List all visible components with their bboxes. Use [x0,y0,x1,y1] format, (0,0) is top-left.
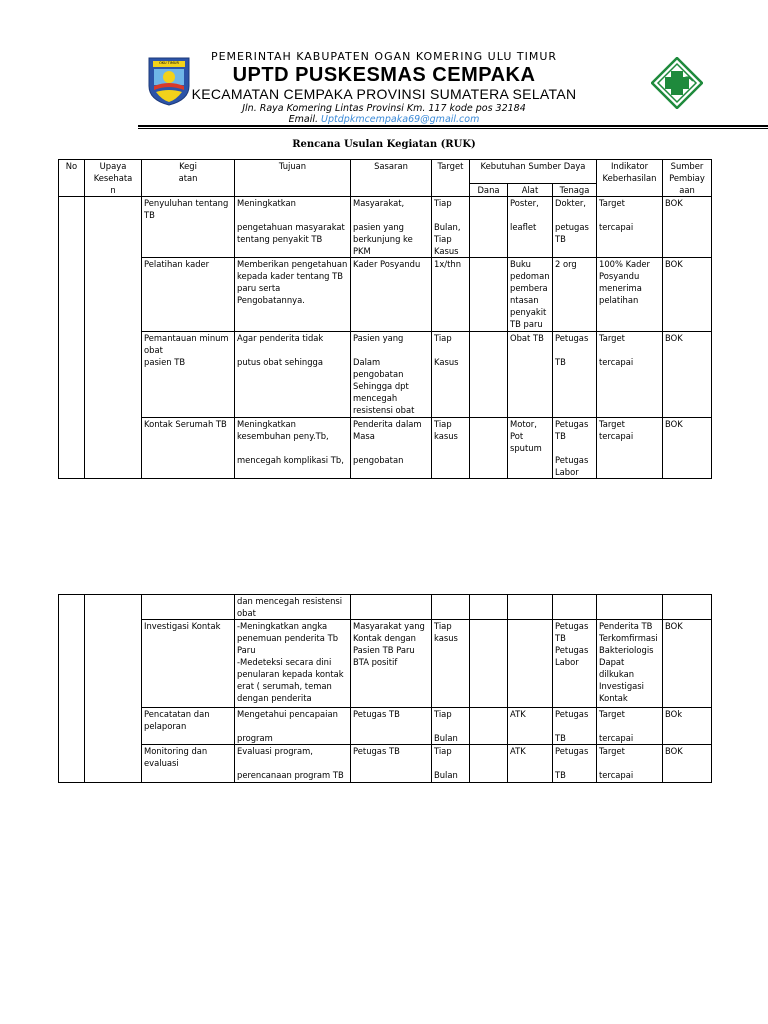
cell-text: Pasien yang [353,333,404,343]
cell-kegiatan [142,197,235,258]
cell-alat [508,620,553,708]
cell-text: Poster, [510,198,539,208]
cell-text: tercapai [599,733,634,743]
cell-text: kasus [434,633,458,643]
cell-target [432,708,470,745]
cell-text [353,595,429,607]
col-sumber: Sumber Pembiay aan [663,160,712,197]
cell-text: Tiap [434,333,452,343]
cell-text: TB [555,431,566,441]
col-tujuan: Tujuan [235,160,351,197]
table-header-row [59,160,712,184]
cell-text [144,595,232,607]
cell-text: Buku pedoman pembera ntasan penyakit TB paru [510,259,550,329]
col-sasaran: Sasaran [351,160,432,197]
cell-text [434,757,467,769]
cell-text: Bulan [434,770,458,780]
cell-sumber [663,745,712,783]
cell-text: mencegah komplikasi Tb, [237,455,344,465]
cell-text: Monitoring dan evaluasi [144,746,208,768]
cell-indikator [597,197,663,258]
cell-dana [470,595,508,620]
cell-text: Memberikan pengetahuan kepada kader tentang TB paru serta Pengobatannya. [237,259,348,305]
cell-text: pasien TB [144,357,186,367]
cell-text: Kasus [434,246,459,256]
cell-alat [508,745,553,783]
cell-text: pasien yang berkunjung ke PKM [353,222,413,256]
table-row [59,745,712,783]
cell-dana [470,197,508,258]
cell-text [510,595,550,607]
government-name: PEMERINTAH KABUPATEN OGAN KOMERING ULU TIMUR [210,50,558,63]
table-row [59,258,712,332]
cell-text: Penderita TB Terkomfirmasi Bakteriologis Dapat dilkukan Investigasi Kontak [599,621,658,703]
table-body-part1 [59,197,712,479]
cell-target [432,197,470,258]
cell-text: Target [599,198,625,208]
cell-text: program [237,733,273,743]
cell-text: sputum [510,443,542,453]
cell-text: Petugas [555,746,589,756]
col-dana: Dana [470,184,508,197]
cell-text [353,442,429,454]
cell-text: Meningkatkan kesembuhan peny.Tb, [237,419,329,441]
cell-text [472,258,505,270]
cell-text: TB [555,633,566,643]
cell-dana [470,258,508,332]
cell-dana [470,418,508,479]
col-no: No [59,160,85,197]
cell-target [432,332,470,418]
cell-text: Masyarakat yang Kontak dengan Pasien TB Paru BTA positif [353,621,425,667]
cell-text: Penyuluhan tentang TB [144,198,229,220]
cell-indikator [597,745,663,783]
cell-dana [470,620,508,708]
cell-text: Tiap [434,621,452,631]
cell-sasaran [351,197,432,258]
cell-text [555,209,594,221]
cell-text [599,757,660,769]
cell-text: Target [599,419,625,429]
cell-alat [508,595,553,620]
cell-tenaga [553,332,597,418]
cell-text: perencanaan program TB [237,770,344,780]
cell-text [237,720,348,732]
cell-text [555,595,594,607]
table-row [59,332,712,418]
cell-text: BOK [665,746,683,756]
cell-text: Kontak Serumah TB [144,419,227,429]
cell-sumber [663,197,712,258]
cell-text: Target [599,333,625,343]
cell-tujuan [235,258,351,332]
cell-text: Agar penderita tidak [237,333,324,343]
cell-alat [508,197,553,258]
cell-text: Investigasi Kontak [144,621,221,631]
cell-text [434,595,467,607]
cell-sasaran [351,745,432,783]
table-row [59,708,712,745]
cell-text: Obat TB [510,333,544,343]
cell-text [237,442,348,454]
cell-indikator [597,708,663,745]
cell-text: TB [555,357,566,367]
ruk-table-part2 [58,594,712,783]
cell-sumber [663,595,712,620]
cell-text: Evaluasi program, [237,746,313,756]
cell-no [59,197,85,479]
cell-text: Petugas [555,333,589,343]
cell-text [472,708,505,720]
cell-text [665,595,709,607]
cell-text: Petugas TB [353,709,400,719]
cell-indikator [597,620,663,708]
cell-text [353,209,429,221]
cell-tujuan [235,595,351,620]
cell-text: BOk [665,709,683,719]
cell-text: putus obat sehingga [237,357,323,367]
cell-text [472,197,505,209]
cell-text: Target [599,709,625,719]
cell-text: BOK [665,198,683,208]
cell-text [510,209,550,221]
cell-text: 100% Kader Posyandu menerima pelatihan [599,259,650,305]
col-alat: Alat [508,184,553,197]
cell-sasaran [351,332,432,418]
cell-text: Tiap [434,419,452,429]
cell-text: Dalam pengobatan Sehingga dpt mencegah resistensi obat [353,357,415,415]
cell-text [599,595,660,607]
cell-text: Bulan, [434,222,461,232]
cell-sasaran [351,708,432,745]
cell-text: dan mencegah resistensi obat [237,596,343,618]
cell-sasaran [351,595,432,620]
header-rule-thin [138,128,768,129]
cell-text: Labor [555,467,579,477]
cell-text: Pencatatan dan pelaporan [144,709,210,731]
cell-no [59,595,85,783]
cell-target [432,745,470,783]
cell-tenaga [553,258,597,332]
col-upaya: Upaya Kesehata n [85,160,142,197]
puskesmas-name: UPTD PUSKESMAS CEMPAKA [232,64,536,86]
cell-text: 2 org [555,259,577,269]
cell-text: tercapai [599,357,634,367]
cell-sumber [663,620,712,708]
cell-tenaga [553,595,597,620]
cell-text: Tiap [434,198,452,208]
cell-text: BOK [665,259,683,269]
cell-text: tercapai [599,770,634,780]
cell-upaya [85,197,142,479]
cell-sumber [663,418,712,479]
cell-text: -Meningkatkan angka penemuan penderita Tb Paru [237,621,339,655]
cell-text: Tiap [434,746,452,756]
cell-text: leaflet [510,222,537,232]
col-kebutuhan: Kebutuhan Sumber Daya [470,160,597,184]
ruk-table-part1 [58,159,712,479]
cell-text [599,344,660,356]
cell-tenaga [553,708,597,745]
table-row [59,197,712,258]
col-kegiatan: Kegi atan [142,160,235,197]
cell-text: Petugas [555,645,589,655]
cell-alat [508,258,553,332]
cell-tenaga [553,418,597,479]
cell-indikator [597,595,663,620]
document-title: Rencana Usulan Kegiatan (RUK) [292,139,476,150]
cell-text: TB [555,733,566,743]
cell-text [353,344,429,356]
cell-tujuan [235,197,351,258]
table-row [59,418,712,479]
cell-sumber [663,258,712,332]
cell-text: Tiap [434,709,452,719]
cell-text: Pemantauan minum obat [144,333,229,355]
cell-kegiatan [142,745,235,783]
emblem-label: OKU TIMUR [159,61,179,65]
cell-alat [508,332,553,418]
cell-dana [470,708,508,745]
cell-text [472,332,505,344]
cell-text: tercapai [599,431,634,441]
email-label: Email. [288,114,319,125]
cell-text [599,209,660,221]
cell-text [555,442,594,454]
cell-text: Bulan [434,733,458,743]
cell-target [432,258,470,332]
cell-target [432,595,470,620]
cell-text: pengetahuan masyarakat tentang penyakit TB [237,222,345,244]
cell-tujuan [235,418,351,479]
address: Jln. Raya Komering Lintas Provinsi Km. 117 kode pos 32184 [242,103,526,114]
cell-text: Petugas [555,455,589,465]
cell-text: ATK [510,746,526,756]
cell-text: BOK [665,333,683,343]
cell-text [472,595,505,607]
cell-tujuan [235,620,351,708]
cell-text [510,620,550,632]
cell-kegiatan [142,595,235,620]
cell-text [237,209,348,221]
cell-text [434,344,467,356]
cell-kegiatan [142,418,235,479]
cell-text: Petugas [555,709,589,719]
cell-kegiatan [142,258,235,332]
cell-text: Meningkatkan [237,198,296,208]
cell-text: Petugas [555,419,589,429]
cell-text: Petugas TB [353,746,400,756]
cell-kegiatan [142,620,235,708]
cell-text: Kader Posyandu [353,259,421,269]
cell-text: BOK [665,621,683,631]
table-row [59,620,712,708]
cell-text: Pelatihan kader [144,259,210,269]
header-rule-thick [138,125,768,127]
cell-target [432,620,470,708]
cell-tenaga [553,620,597,708]
cell-tujuan [235,332,351,418]
cell-text [555,757,594,769]
cell-text: Masyarakat, [353,198,405,208]
cell-text: -Medeteksi secara dini penularan kepada kontak erat ( serumah, teman dengan penderita [237,657,344,703]
cell-text: tercapai [599,222,634,232]
cell-tenaga [553,745,597,783]
cell-text: Pot [510,431,524,441]
cell-sasaran [351,258,432,332]
cell-text: Kasus [434,357,459,367]
cell-alat [508,708,553,745]
col-tenaga: Tenaga [553,184,597,197]
col-target: Target [432,160,470,197]
cell-text: Tiap [434,234,452,244]
cell-indikator [597,332,663,418]
cell-sumber [663,708,712,745]
cell-text: 1x/thn [434,259,462,269]
cell-text: Labor [555,657,579,667]
cell-text: pengobatan [353,455,404,465]
cell-tujuan [235,745,351,783]
cell-text [237,344,348,356]
cell-text [237,757,348,769]
cell-text [599,720,660,732]
cell-text [472,745,505,757]
cell-text: BOK [665,419,683,429]
cell-text: Mengetahui pencapaian [237,709,338,719]
cell-text: Penderita dalam Masa [353,419,422,441]
col-indikator: Indikator Keberhasilan [597,160,663,197]
email-line [0,114,768,125]
cell-text: Target [599,746,625,756]
cell-sasaran [351,620,432,708]
cell-text [472,418,505,430]
table-row [59,595,712,620]
table-body-part2 [59,595,712,783]
cell-text [472,620,505,632]
cell-text [555,344,594,356]
district-name: KECAMATAN CEMPAKA PROVINSI SUMATERA SELATAN [191,86,577,102]
cell-text: kasus [434,431,458,441]
cell-dana [470,745,508,783]
cell-text: petugas TB [555,222,589,244]
cell-kegiatan [142,332,235,418]
cell-indikator [597,418,663,479]
cell-kegiatan [142,708,235,745]
cell-dana [470,332,508,418]
cell-text: ATK [510,709,526,719]
cell-sasaran [351,418,432,479]
email-link[interactable]: Uptdpkmcempaka69@gmail.com [321,114,480,125]
cell-target [432,418,470,479]
cell-text [555,720,594,732]
cell-text: Petugas [555,621,589,631]
cell-text: Motor, [510,419,537,429]
cell-alat [508,418,553,479]
cell-tenaga [553,197,597,258]
cell-tujuan [235,708,351,745]
cell-text: Dokter, [555,198,586,208]
cell-upaya [85,595,142,783]
cell-text: TB [555,770,566,780]
cell-text [434,209,467,221]
cell-text [434,720,467,732]
cell-sumber [663,332,712,418]
cell-indikator [597,258,663,332]
